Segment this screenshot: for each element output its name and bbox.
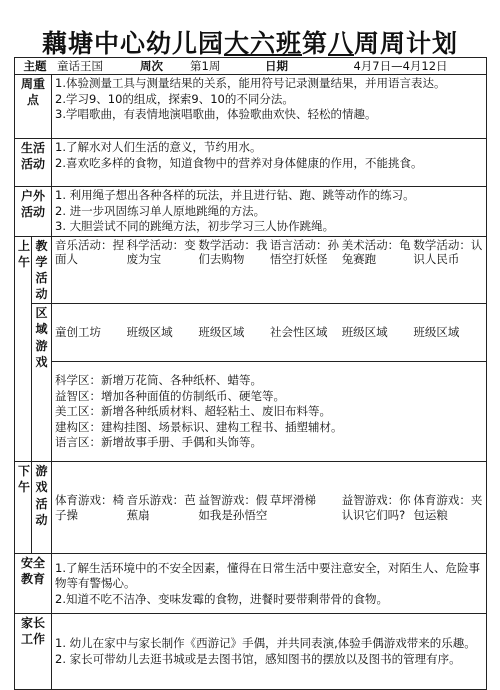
outdoor-label: 户外活动	[15, 187, 52, 237]
outdoor-item: 3. 大胆尝试不同的跳绳方法，初步学习三人协作跳绳。	[55, 219, 335, 234]
afternoon-label: 下午	[15, 462, 32, 554]
focus-row	[15, 75, 487, 139]
outdoor-row	[15, 187, 487, 237]
material-item: 美工区：新增各种纸质材料、超轻粘土、废旧布料等。	[55, 404, 331, 419]
game-item: 音乐游戏：芭蕉扇	[126, 492, 196, 522]
title-post: 周周计划	[354, 29, 459, 58]
outdoor-item: 1. 利用绳子想出各种各样的玩法，并且进行钻、跑、跳等动作的练习。	[55, 188, 415, 202]
material-item: 益智区：增加各种面值的仿制纸币、硬笔等。	[55, 388, 285, 403]
game-label: 游戏活动	[32, 462, 52, 554]
life-row	[15, 139, 487, 187]
focus-content	[52, 75, 487, 139]
material-item: 语言区：新增故事手册、手偶和头饰等。	[55, 435, 262, 450]
teaching-label: 教学活动	[32, 236, 52, 304]
material-item: 科学区：新增万花筒、各种纸杯、蜡等。	[55, 373, 262, 387]
header-row	[15, 58, 487, 75]
teaching-row	[15, 236, 487, 304]
life-item: 1.了解水对人们生活的意义，节约用水。	[55, 140, 262, 154]
parents-label: 家长工作	[15, 614, 52, 690]
game-item: 益智游戏：你认识它们吗?	[341, 492, 411, 522]
focus-label: 周重点	[15, 75, 52, 139]
game-item: 草坪滑梯	[270, 492, 317, 507]
focus-item: 3.学唱歌曲，有表情地演唱歌曲，体验歌曲欢快、轻松的情趣。	[55, 107, 377, 122]
title-class: 大六班	[223, 29, 302, 58]
game-item: 体育游戏：夹包运粮	[413, 492, 483, 522]
life-item: 2.喜欢吃多样的食物，知道食物中的营养对身体健康的作用，不能挑食。	[55, 155, 423, 170]
title-week-number: 八	[328, 29, 355, 58]
material-item: 建构区：建构挂图、场景标识、建构工程书、插塑辅材。	[55, 419, 343, 434]
game-item: 益智游戏：假如我是孙悟空	[198, 492, 268, 522]
area-name: 童创工坊	[55, 325, 101, 340]
teaching-content	[52, 236, 487, 304]
parents-row	[15, 614, 487, 690]
area-name: 班级区域	[413, 325, 460, 340]
safety-item: 1.了解生活环境中的不安全因素，懂得在日常生活中要注意安全，对陌生人、危险事物等有警惕心。	[55, 560, 480, 591]
area-name: 班级区域	[126, 325, 173, 340]
outdoor-content	[52, 187, 487, 237]
date-label: 日期	[265, 59, 288, 73]
focus-item: 2.学习9、10的组成，探索9、10的不同分法。	[55, 91, 294, 106]
theme-label: 主题	[23, 59, 47, 73]
safety-item: 2.知道不吃不洁净、变味发霉的食物，进餐时要带剩带骨的食物。	[55, 591, 388, 606]
teaching-activity: 语言活动：孙悟空打妖怪	[270, 237, 340, 267]
focus-item: 1.体验测量工具与测量结果的关系，能用符号记录测量结果，并用语言表达。	[55, 76, 446, 90]
game-content	[52, 462, 487, 554]
parents-item: 2. 家长可带幼儿去逛书城或是去图书馆，感知图书的摆放以及图书的管理有序。	[55, 651, 461, 666]
teaching-activity: 美术活动：龟兔赛跑	[341, 237, 411, 267]
date-value: 4月7日—4月12日	[353, 59, 448, 73]
parents-content	[52, 614, 487, 690]
teaching-activity: 数学活动：认识人民币	[413, 237, 483, 267]
game-item: 体育游戏：椅子操	[55, 492, 124, 522]
life-label: 生活活动	[15, 139, 52, 187]
plan-table	[14, 57, 487, 690]
week-value: 第1周	[190, 59, 221, 73]
safety-content	[52, 554, 487, 614]
page-title	[0, 24, 500, 60]
week-label: 周次	[140, 59, 163, 73]
area-name: 社会性区域	[270, 325, 328, 340]
materials-content	[52, 362, 487, 462]
area-row	[15, 304, 487, 362]
morning-label: 上午	[15, 236, 32, 462]
safety-label: 安全教育	[15, 554, 52, 614]
teaching-activity: 科学活动：变废为宝	[126, 237, 196, 267]
theme-value: 童话王国	[57, 59, 103, 73]
area-names	[52, 304, 487, 362]
materials-row	[15, 362, 487, 462]
parents-item: 1. 幼儿在家中与家长制作《西游记》手偶，并共同表演,体验手偶游戏带来的乐趣。	[55, 636, 476, 651]
safety-row	[15, 554, 487, 614]
life-content	[52, 139, 487, 187]
teaching-activity: 数学活动：我们去购物	[198, 237, 268, 267]
teaching-activity: 音乐活动：捏面人	[55, 237, 124, 267]
area-name: 班级区域	[341, 325, 388, 340]
outdoor-item: 2. 进一步巩固练习单人原地跳绳的方法。	[55, 203, 266, 218]
afternoon-row	[15, 462, 487, 554]
area-name: 班级区域	[198, 325, 245, 340]
area-label: 区域游戏	[32, 304, 52, 462]
title-school: 藕塘中心幼儿园	[41, 29, 224, 58]
title-mid: 第	[301, 29, 328, 58]
